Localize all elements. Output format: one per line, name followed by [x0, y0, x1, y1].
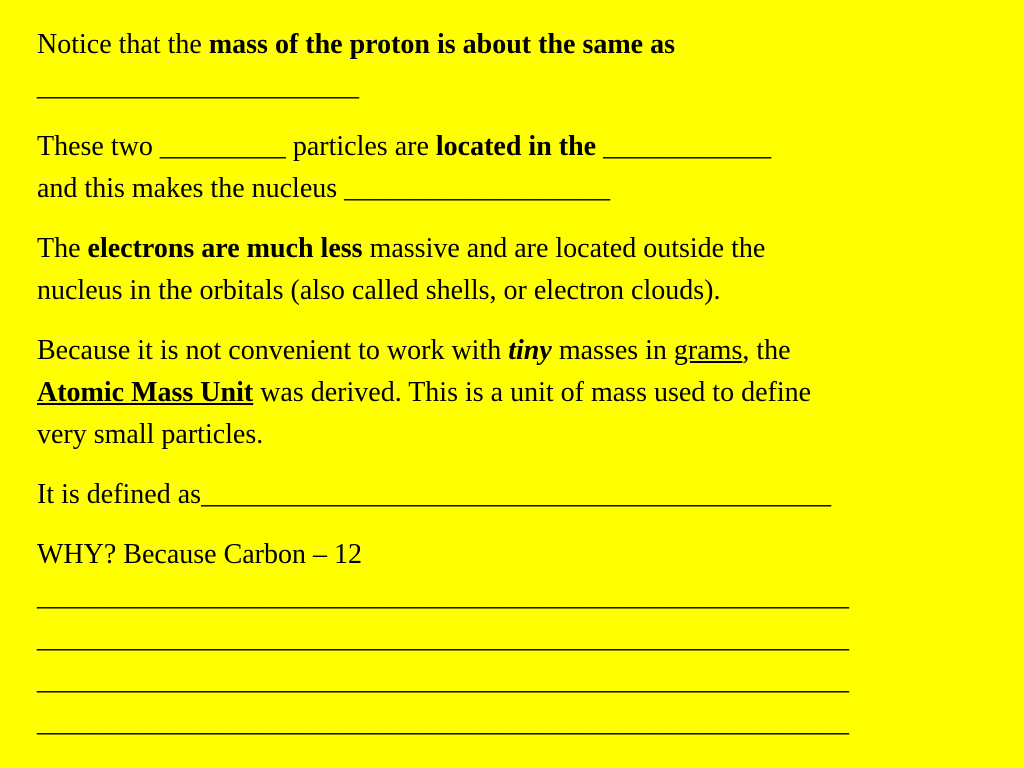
paragraph-definition [37, 474, 1007, 516]
fill-blank: _______________________ [37, 71, 359, 102]
fill-blank-line: __________________________________________________________ [37, 707, 849, 738]
line: It is defined as_____________________________________________ [37, 479, 832, 510]
slide-content [37, 24, 1007, 762]
text: particles are [285, 131, 436, 162]
fill-blank-line: __________________________________________________________ [37, 665, 849, 696]
bold-text: located in the [435, 131, 597, 162]
paragraph-electrons [37, 228, 1007, 312]
paragraph-proton-mass [37, 24, 1007, 108]
bold-italic-text: tiny [508, 335, 552, 366]
line [37, 372, 1007, 414]
line: WHY? Because Carbon – 12 [37, 539, 363, 570]
line [37, 228, 1007, 270]
line [37, 330, 1007, 372]
text: was derived. This is a unit of mass used to define [253, 377, 812, 408]
text: Notice that the [37, 29, 209, 60]
text: , the [742, 335, 791, 366]
fill-blank: ____________ [596, 131, 772, 162]
text: masses in [551, 335, 674, 366]
paragraph-nucleus-location [37, 126, 1007, 210]
text: The [37, 233, 88, 264]
text: massive and are located outside the [362, 233, 766, 264]
text: Because it is not convenient to work with [37, 335, 509, 366]
fill-blank-line: __________________________________________________________ [37, 623, 849, 654]
bold-text: mass of the proton is about the same as [208, 29, 675, 60]
paragraph-amu [37, 330, 1007, 456]
bold-text: electrons are much less [87, 233, 363, 264]
underlined-text: grams [673, 335, 743, 366]
paragraph-why [37, 534, 1007, 744]
fill-blank: _________ [159, 131, 286, 162]
line: and this makes the nucleus ___________________ [37, 173, 611, 204]
fill-blank-line: __________________________________________________________ [37, 581, 849, 612]
line: very small particles. [37, 419, 264, 450]
line [37, 24, 1007, 66]
line: nucleus in the orbitals (also called shells, or electron clouds). [37, 275, 721, 306]
text: These two [37, 131, 160, 162]
bold-underlined-text: Atomic Mass Unit [37, 377, 254, 408]
line [37, 126, 1007, 168]
